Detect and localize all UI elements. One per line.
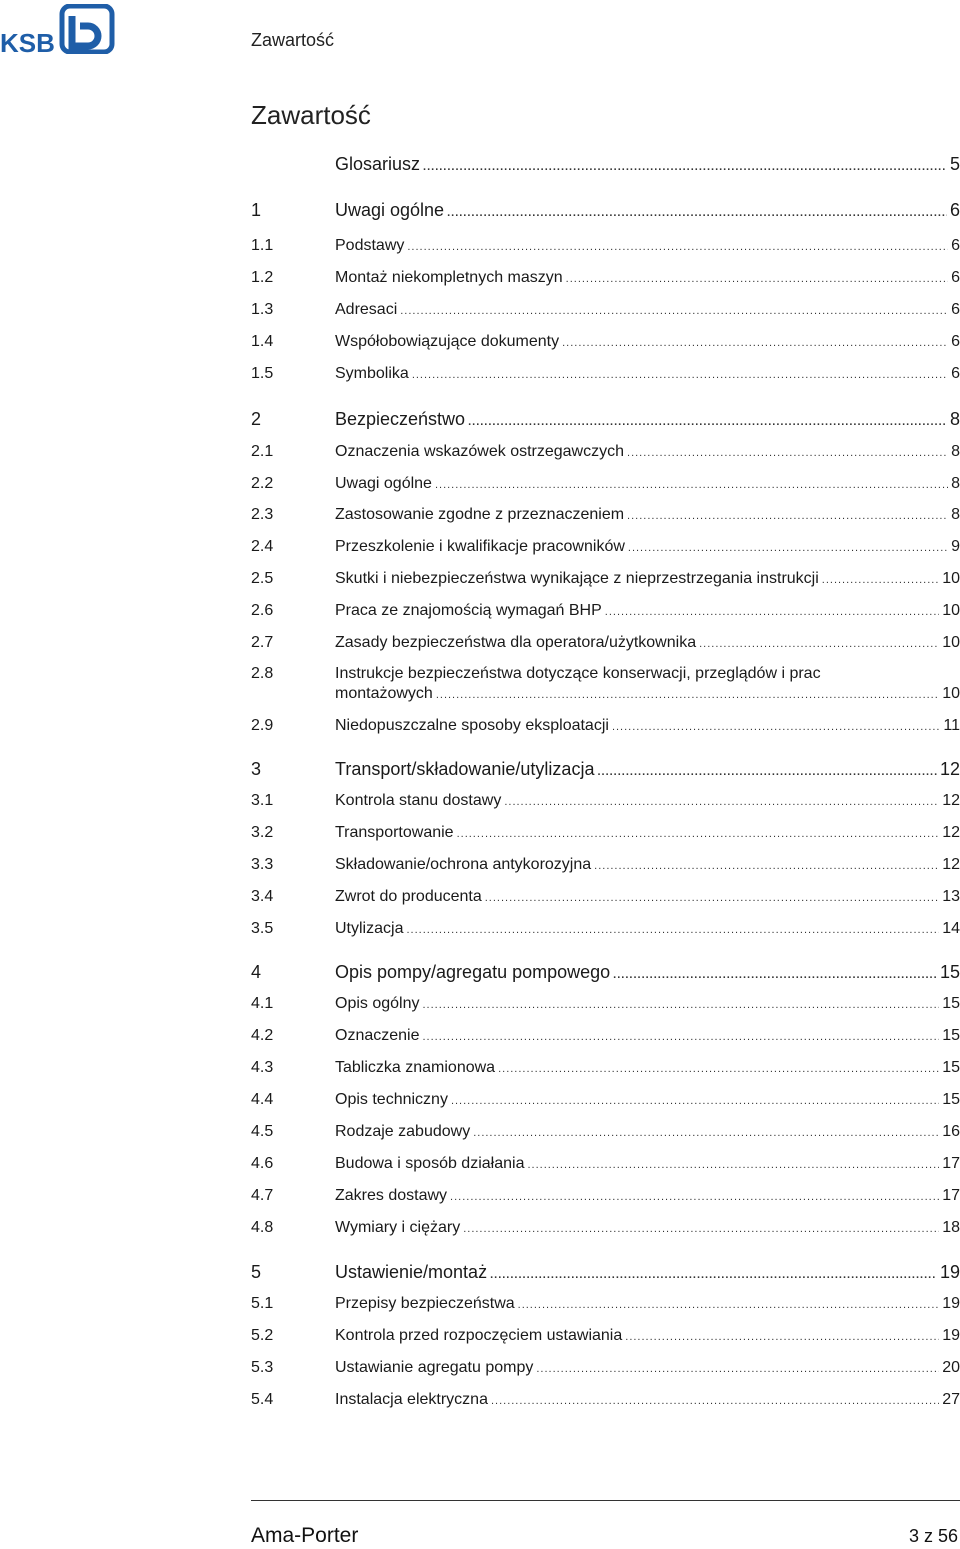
toc-entry-number: 2.9 — [251, 717, 274, 734]
toc-entry-number: 4.1 — [251, 995, 274, 1012]
toc-entry-title: Uwagi ogólne — [335, 200, 445, 220]
toc-entry-title-continued: montażowych — [335, 685, 433, 702]
toc-entry-page: 5 — [949, 154, 960, 174]
dot-leader — [412, 365, 948, 385]
toc-entry-number: 2.5 — [251, 570, 274, 587]
toc-entry-number: 3.2 — [251, 824, 274, 841]
toc-entry-page: 17 — [942, 1187, 960, 1204]
toc-entry-title: Opis ogólny — [335, 995, 420, 1012]
toc-entry-page: 9 — [951, 538, 960, 555]
toc-entry-number: 4.3 — [251, 1059, 274, 1076]
toc-entry-number: 2 — [251, 409, 262, 429]
toc-entry-page: 20 — [942, 1359, 960, 1376]
toc-entry-title: Instrukcje bezpieczeństwa dotyczące konserwacji, przeglądów i prac — [335, 665, 821, 682]
toc-entry-page: 6 — [951, 365, 960, 382]
toc-entry-title: Zasady bezpieczeństwa dla operatora/użytkownika — [335, 634, 697, 651]
toc-entry-page: 15 — [939, 962, 960, 982]
dot-leader — [490, 1265, 937, 1285]
toc-entry-page: 10 — [942, 570, 960, 587]
toc-entry-page: 8 — [951, 506, 960, 523]
dot-leader — [822, 570, 939, 590]
toc-entry-title: Tabliczka znamionowa — [335, 1059, 496, 1076]
toc-entry-number: 2.2 — [251, 475, 274, 492]
dot-leader — [536, 1359, 939, 1379]
dot-leader — [605, 602, 939, 622]
toc-entry-title: Rodzaje zabudowy — [335, 1123, 471, 1140]
toc-entry-page: 19 — [942, 1295, 960, 1312]
dot-leader — [562, 333, 948, 353]
dot-leader — [423, 995, 940, 1015]
toc-entry-title: Skutki i niebezpieczeństwa wynikające z nieprzestrzegania instrukcji — [335, 570, 819, 587]
toc-entry-title: Praca ze znajomością wymagań BHP — [335, 602, 602, 619]
toc-entry-title: Kontrola stanu dostawy — [335, 792, 502, 809]
toc-entry-number: 5.4 — [251, 1391, 274, 1408]
toc-entry-number: 4.4 — [251, 1091, 274, 1108]
toc-entry-number: 5.1 — [251, 1295, 274, 1312]
dot-leader — [527, 1155, 939, 1175]
toc-entry-title: Montaż niekompletnych maszyn — [335, 269, 563, 286]
footer-divider — [251, 1500, 960, 1501]
toc-entry-number: 2.1 — [251, 443, 274, 460]
ksb-logo — [0, 4, 118, 54]
toc-entry-page: 11 — [943, 717, 960, 734]
toc-entry-page: 6 — [949, 200, 960, 220]
dot-leader — [594, 856, 939, 876]
toc-entry-title: Zwrot do producenta — [335, 888, 482, 905]
toc-entry-title: Transportowanie — [335, 824, 454, 841]
toc-entry-page: 6 — [951, 237, 960, 254]
toc-entry-number: 3.5 — [251, 920, 274, 937]
dot-leader — [451, 1091, 939, 1111]
toc-entry-title: Utylizacja — [335, 920, 404, 937]
toc-entry-title: Adresaci — [335, 301, 398, 318]
dot-leader — [491, 1391, 939, 1411]
toc-entry-number: 1.2 — [251, 269, 274, 286]
toc-entry-number: 1.4 — [251, 333, 274, 350]
dot-leader — [468, 412, 947, 432]
dot-leader — [597, 762, 937, 782]
toc-entry-title: Kontrola przed rozpoczęciem ustawiania — [335, 1327, 623, 1344]
dot-leader — [423, 1027, 940, 1047]
toc-entry-title: Podstawy — [335, 237, 405, 254]
toc-entry-number: 3 — [251, 759, 262, 779]
toc-entry-number: 1 — [251, 200, 262, 220]
toc-entry-number: 4 — [251, 962, 262, 982]
dot-leader — [473, 1123, 939, 1143]
toc-entry-number: 1.5 — [251, 365, 274, 382]
logo-text: KSB — [0, 28, 55, 54]
dot-leader — [485, 888, 939, 908]
toc-entry-number: 2.3 — [251, 506, 274, 523]
dot-leader — [504, 792, 939, 812]
dot-leader — [407, 237, 948, 257]
toc-entry-title: Składowanie/ochrona antykorozyjna — [335, 856, 592, 873]
toc-entry-title: Ustawienie/montaż — [335, 1262, 488, 1282]
toc-entry-title: Współobowiązujące dokumenty — [335, 333, 560, 350]
toc-entry-page: 15 — [942, 1059, 960, 1076]
dot-leader — [450, 1187, 939, 1207]
toc-entry-page: 16 — [942, 1123, 960, 1140]
toc-entry-title: Niedopuszczalne sposoby eksploatacji — [335, 717, 609, 734]
dot-leader — [498, 1059, 939, 1079]
toc-entry-title: Budowa i sposób działania — [335, 1155, 525, 1172]
toc-entry-number: 4.6 — [251, 1155, 274, 1172]
toc-entry-page: 19 — [939, 1262, 960, 1282]
dot-leader — [400, 301, 948, 321]
toc-entry-page: 8 — [951, 475, 960, 492]
toc-entry-title: Opis techniczny — [335, 1091, 448, 1108]
toc-entry-number: 1.3 — [251, 301, 274, 318]
toc-entry-title: Symbolika — [335, 365, 409, 382]
toc-entry-page: 6 — [951, 269, 960, 286]
dot-leader — [518, 1295, 940, 1315]
dot-leader — [613, 965, 937, 985]
toc-entry-title: Oznaczenie — [335, 1027, 420, 1044]
dot-leader — [566, 269, 948, 289]
toc-entry-page: 17 — [942, 1155, 960, 1172]
dot-leader — [406, 920, 939, 940]
page-title: Zawartość — [251, 100, 371, 130]
dot-leader — [625, 1327, 939, 1347]
toc-entry-number: 4.8 — [251, 1219, 274, 1236]
toc-entry-title: Instalacja elektryczna — [335, 1391, 488, 1408]
toc-entry-number: 3.1 — [251, 792, 274, 809]
toc-entry-title: Uwagi ogólne — [335, 475, 432, 492]
dot-leader — [699, 634, 939, 654]
toc-entry-title: Transport/składowanie/utylizacja — [335, 759, 595, 779]
toc-entry-page: 10 — [942, 685, 960, 702]
toc-entry-page: 18 — [942, 1219, 960, 1236]
dot-leader — [627, 506, 948, 526]
toc-entry-page: 10 — [942, 634, 960, 651]
toc-entry-number: 4.7 — [251, 1187, 274, 1204]
toc-entry-page: 12 — [942, 856, 960, 873]
dot-leader — [435, 475, 948, 495]
toc-entry-page: 27 — [942, 1391, 960, 1408]
header-title: Zawartość — [251, 30, 335, 50]
toc-entry-page: 15 — [942, 1027, 960, 1044]
toc-entry-number: 1.1 — [251, 237, 274, 254]
toc-entry-page: 14 — [942, 920, 960, 937]
toc-entry-page: 15 — [942, 1091, 960, 1108]
toc-entry-number: 5 — [251, 1262, 262, 1282]
toc-entry-number: 3.3 — [251, 856, 274, 873]
toc-entry-title: Bezpieczeństwo — [335, 409, 466, 429]
dot-leader — [612, 717, 940, 737]
toc-entry-number: 3.4 — [251, 888, 274, 905]
dot-leader — [436, 685, 939, 705]
toc-entry-page: 13 — [942, 888, 960, 905]
toc-entry-title: Przeszkolenie i kwalifikacje pracowników — [335, 538, 625, 555]
toc-entry-page: 15 — [942, 995, 960, 1012]
toc-entry-number: 5.2 — [251, 1327, 274, 1344]
dot-leader — [423, 157, 947, 177]
footer-product-name: Ama-Porter — [251, 1524, 359, 1547]
toc-entry-number: 5.3 — [251, 1359, 274, 1376]
toc-entry-page: 8 — [949, 409, 960, 429]
dot-leader — [457, 824, 940, 844]
toc-entry-page: 12 — [942, 824, 960, 841]
toc-entry-title: Zakres dostawy — [335, 1187, 448, 1204]
toc-entry-page: 6 — [951, 301, 960, 318]
toc-entry-page: 6 — [951, 333, 960, 350]
toc-entry-number: 2.4 — [251, 538, 274, 555]
toc-entry-number: 2.7 — [251, 634, 274, 651]
toc-entry-number: 2.6 — [251, 602, 274, 619]
footer-page-indicator: 3 z 56 — [908, 1526, 958, 1546]
toc-entry-page: 12 — [939, 759, 960, 779]
toc-entry-number: 4.2 — [251, 1027, 274, 1044]
toc-entry-number: 4.5 — [251, 1123, 274, 1140]
toc-entry-page: 12 — [942, 792, 960, 809]
dot-leader — [447, 203, 947, 223]
dot-leader — [627, 443, 948, 463]
toc-entry-page: 19 — [942, 1327, 960, 1344]
toc-entry-title: Zastosowanie zgodne z przeznaczeniem — [335, 506, 625, 523]
toc-entry-title: Przepisy bezpieczeństwa — [335, 1295, 515, 1312]
toc-entry-title: Glosariusz — [335, 154, 421, 174]
toc-entry-title: Opis pompy/agregatu pompowego — [335, 962, 611, 982]
toc-entry-title: Wymiary i ciężary — [335, 1219, 461, 1236]
toc-entry-number: 2.8 — [251, 665, 274, 682]
toc-entry-page: 10 — [942, 602, 960, 619]
dot-leader — [628, 538, 948, 558]
toc-entry-title: Oznaczenia wskazówek ostrzegawczych — [335, 443, 625, 460]
toc-entry-title: Ustawianie agregatu pompy — [335, 1359, 534, 1376]
toc-entry-page: 8 — [951, 443, 960, 460]
dot-leader — [463, 1219, 939, 1239]
